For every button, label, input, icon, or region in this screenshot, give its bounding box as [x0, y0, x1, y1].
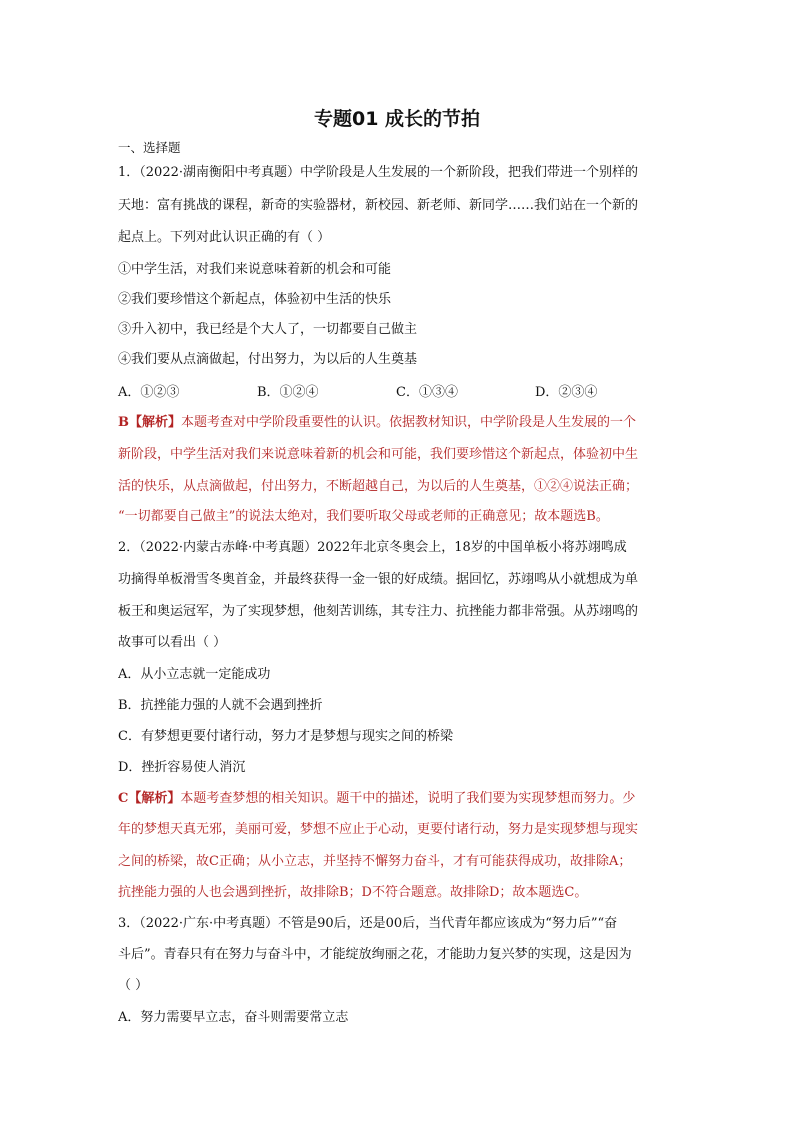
section-heading: 一、选择题	[118, 140, 181, 155]
q2-answer-text: 本题考查梦想的相关知识。题干中的描述，说明了我们要为实现梦想而努力。少	[180, 791, 636, 806]
q2-answer-badge: C【解析】	[118, 791, 181, 806]
q1-option-b: B．①②④	[257, 385, 319, 400]
q1-option-c: C．①③④	[396, 385, 458, 400]
q2-answer-line	[118, 789, 688, 809]
q2-stem-line: 2．（2022·内蒙古赤峰·中考真题）2022年北京冬奥会上，18岁的中国单板小将苏翊鸣成	[118, 540, 627, 555]
q1-answer-text: 本题考查对中学阶段重要性的认识。依据教材知识，中学阶段是人生发展的一个	[181, 415, 637, 430]
q1-answer-line	[118, 413, 688, 433]
q1-stem-line: 1．（2022·湖南衡阳中考真题）中学阶段是人生发展的一个新阶段，把我们带进一个别样的	[118, 165, 638, 180]
q2-stem-line: 板王和奥运冠军，为了实现梦想，他刻苦训练，其专注力、抗挫能力都非常强。从苏翊鸣的	[118, 604, 639, 619]
q1-item: ③升入初中，我已经是个大人了，一切都要自己做主	[118, 322, 418, 337]
q1-answer-line: 新阶段，中学生活对我们来说意味着新的机会和可能，我们要珍惜这个新起点，体验初中生	[118, 447, 639, 462]
q2-answer-line: 抗挫能力强的人也会遇到挫折，故排除B；D不符合题意。故排除D；故本题选C。	[118, 885, 588, 900]
q2-answer-line: 之间的桥梁，故C正确；从小立志，并坚持不懈努力奋斗，才有可能获得成功，故排除A；	[118, 854, 632, 869]
q2-option-d: D．挫折容易使人消沉	[118, 760, 246, 775]
q2-answer-line: 年的梦想天真无邪，美丽可爱，梦想不应止于心动，更要付诸行动，努力是实现梦想与现实	[118, 822, 639, 837]
q1-option-d: D．②③④	[535, 385, 598, 400]
q1-option-a: A．①②③	[118, 385, 180, 400]
q1-answer-badge: B【解析】	[118, 415, 181, 430]
q2-stem-line: 功摘得单板滑雪冬奥首金，并最终获得一金一银的好成绩。据回忆，苏翊鸣从小就想成为单	[118, 572, 639, 587]
q3-stem-line: 3．（2022·广东·中考真题）不管是90后，还是00后，当代青年都应该成为“努力后”“奋	[118, 916, 618, 931]
q1-item: ②我们要珍惜这个新起点，体验初中生活的快乐	[118, 292, 392, 307]
q2-option-b: B．抗挫能力强的人就不会遇到挫折	[118, 698, 323, 713]
q1-options	[118, 383, 698, 403]
page-title: 专题01 成长的节拍	[313, 108, 481, 130]
q1-item: ①中学生活，对我们来说意味着新的机会和可能	[118, 262, 392, 277]
q3-option-a: A．努力需要早立志，奋斗则需要常立志	[118, 1010, 349, 1025]
q1-answer-line: “一切都要自己做主”的说法太绝对，我们要听取父母或老师的正确意见；故本题选B。	[118, 509, 609, 524]
q2-stem-line: 故事可以看出（ ）	[118, 635, 227, 650]
q1-stem-line: 天地：富有挑战的课程，新奇的实验器材，新校园、新老师、新同学……我们站在一个新的	[118, 198, 639, 213]
q1-item: ④我们要从点滴做起，付出努力，为以后的人生奠基	[118, 352, 418, 367]
q3-stem-line: （ ）	[118, 978, 149, 993]
q1-answer-line: 活的快乐，从点滴做起，付出努力，不断超越自己，为以后的人生奠基，①②④说法正确；	[118, 479, 639, 494]
q2-option-c: C．有梦想更要付诸行动，努力才是梦想与现实之间的桥梁	[118, 729, 453, 744]
q2-option-a: A．从小立志就一定能成功	[118, 667, 271, 682]
q3-stem-line: 斗后”。青春只有在努力与奋斗中，才能绽放绚丽之花，才能助力复兴梦的实现，这是因为	[118, 947, 632, 962]
q1-stem-line: 起点上。下列对此认识正确的有（ ）	[118, 230, 331, 245]
